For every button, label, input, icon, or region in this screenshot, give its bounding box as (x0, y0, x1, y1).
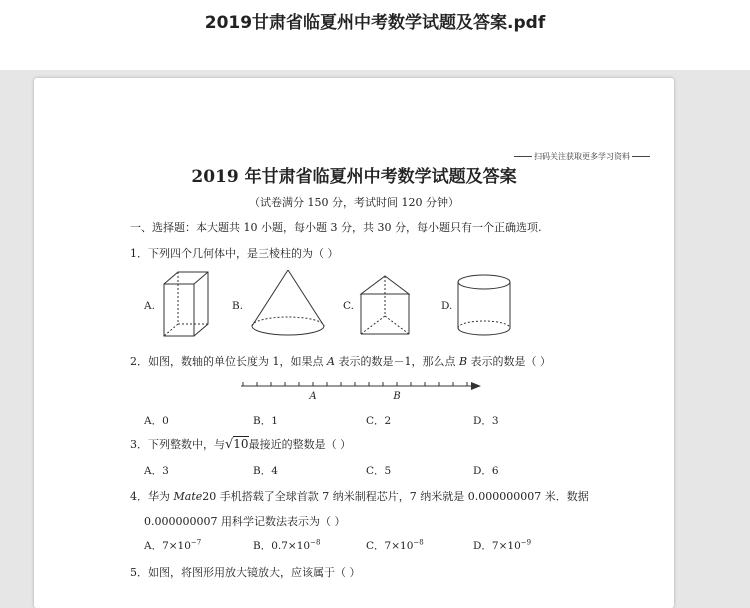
document-filename: 2019甘肃省临夏州中考数学试题及答案.pdf (204, 13, 546, 33)
question-1: 1．下列四个几何体中，是三棱柱的为（ ） (130, 247, 339, 260)
question-4 (130, 488, 589, 504)
q3-text: 3．下列整数中，与 (130, 438, 225, 451)
q1-option-d-label: D. (441, 300, 453, 312)
q4-mate: Mate (173, 490, 203, 503)
divider (514, 156, 532, 157)
q4-option-d-base: D．7×10 (473, 540, 521, 552)
exam-title: 2019 年甘肃省临夏州中考数学试题及答案 (191, 167, 517, 187)
q2-text: 表示的数是－1，那么点 (334, 355, 459, 368)
q4-option-d (473, 538, 531, 553)
question-4-line-2: 0.000000007 用科学记数法表示为（ ） (144, 515, 346, 528)
q4-option-c-base: C．7×10 (366, 540, 414, 552)
title-bar (0, 0, 750, 70)
triangular-prism-icon (359, 274, 414, 336)
q2-option-b: B．1 (253, 415, 278, 427)
question-3 (130, 436, 351, 452)
q3-text: 最接近的整数是（ ） (248, 438, 352, 451)
divider (632, 156, 650, 157)
q4-text: 20 手机搭载了全球首款 7 纳米制程芯片，7 纳米就是 0.000000007 米．数据 (202, 490, 589, 503)
q2-text: 2．如图，数轴的单位长度为 1，如果点 (130, 355, 327, 368)
q3-radicand: 10 (233, 437, 249, 451)
q3-option-b: B．4 (253, 465, 278, 477)
q4-option-a-exponent: −7 (190, 538, 202, 547)
q1-option-c-label: C. (343, 300, 354, 312)
q4-option-a-base: A．7×10 (144, 540, 191, 552)
qr-note-text: 扫码关注获取更多学习资料 (534, 152, 630, 161)
q1-option-a-label: A. (144, 300, 155, 312)
q4-option-c-exponent: −8 (413, 538, 424, 547)
sqrt-sign: √ (225, 437, 234, 452)
q4-text: 4．华为 (130, 490, 174, 503)
q2-text: 表示的数是（ ） (467, 355, 552, 368)
q3-option-a: A．3 (144, 465, 169, 477)
q4-option-c (366, 538, 424, 553)
q4-option-b-exponent: −8 (310, 538, 321, 547)
q4-option-a (144, 538, 201, 553)
question-5: 5．如图，将图形用放大镜放大，应该属于（ ） (130, 566, 361, 579)
cuboid-icon (162, 268, 212, 338)
q4-option-b-base: B．0.7×10 (253, 540, 311, 552)
cylinder-icon (454, 272, 514, 340)
q2-point-b: B (458, 355, 468, 368)
axis-label-a: A (309, 391, 317, 402)
pdf-page (34, 78, 674, 608)
exam-subtitle: （试卷满分 150 分，考试时间 120 分钟） (249, 196, 459, 209)
q3-option-c: C．5 (366, 465, 392, 477)
section-heading: 一、选择题：本大题共 10 小题，每小题 3 分，共 30 分，每小题只有一个正确选项. (130, 221, 542, 234)
q4-option-d-exponent: −9 (520, 538, 532, 547)
number-line (239, 376, 484, 402)
q2-option-a: A．0 (144, 415, 169, 427)
q1-option-b-label: B. (232, 300, 244, 312)
qr-note (512, 151, 652, 162)
q4-option-b (253, 538, 320, 553)
question-2 (130, 353, 551, 369)
cone-icon (248, 268, 328, 340)
q2-option-c: C．2 (366, 415, 392, 427)
axis-label-b: B (393, 391, 401, 402)
q3-option-d: D．6 (473, 465, 499, 477)
q2-point-a: A (327, 355, 335, 368)
q2-option-d: D．3 (473, 415, 499, 427)
